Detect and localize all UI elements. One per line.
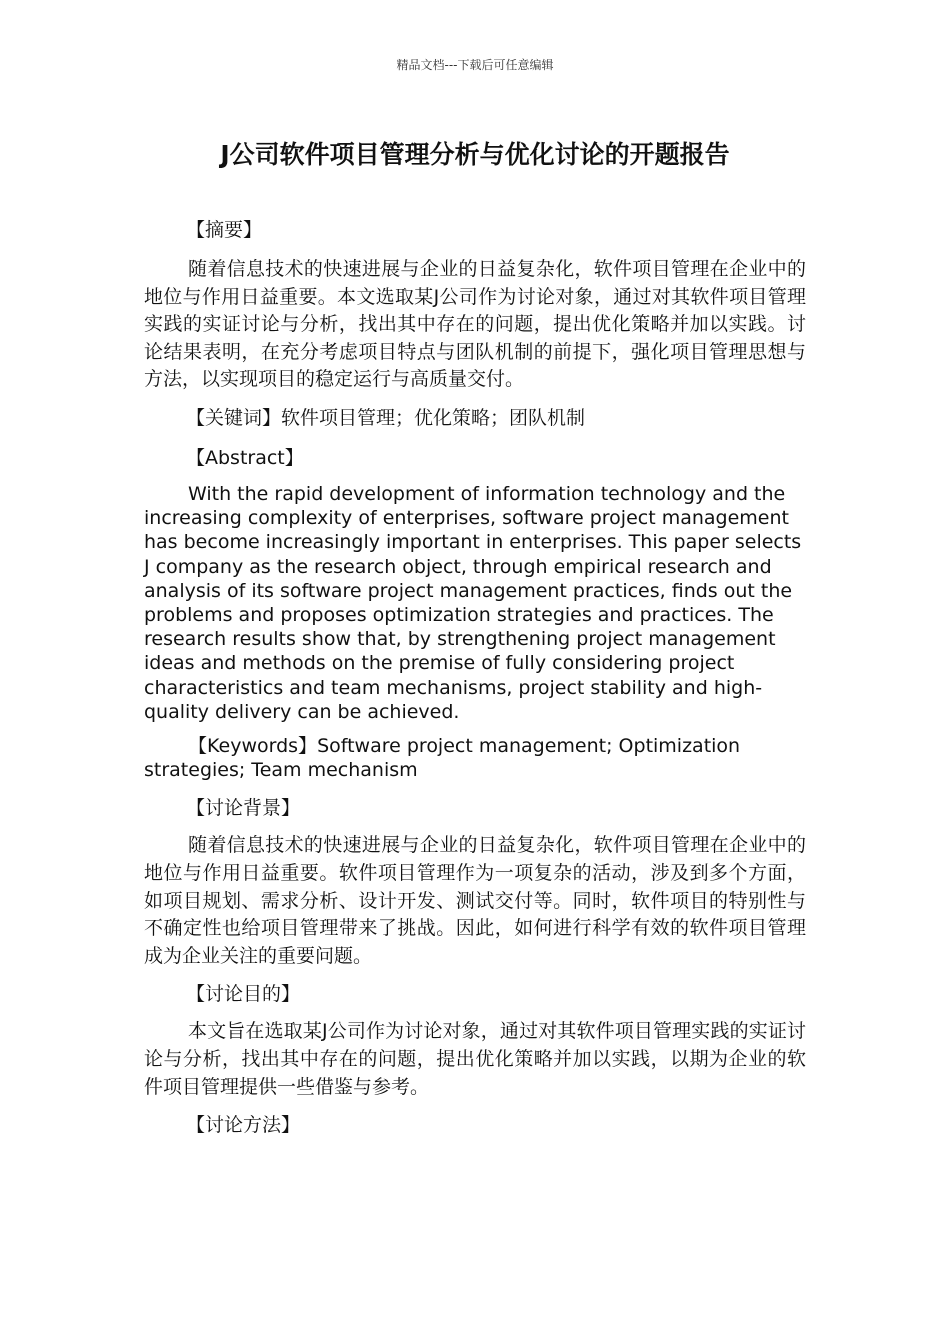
background-heading: 【讨论背景】 xyxy=(186,797,301,820)
purpose-text: 本文旨在选取某J公司作为讨论对象，通过对其软件项目管理实践的实证讨论与分析，找出其中存在的问题，提出优化策略并加以实践，以期为企业的软件项目管理提供一些借鉴与参考。 xyxy=(144,1020,806,1098)
method-heading: 【讨论方法】 xyxy=(186,1114,301,1137)
abstract-zh-heading: 【摘要】 xyxy=(186,219,263,241)
keywords-en-text: Software project management; Optimization strategies; Team mechanism xyxy=(144,735,741,782)
document-title: J公司软件项目管理分析与优化讨论的开题报告 xyxy=(220,140,730,169)
abstract-en-text: With the rapid development of information technology and the increasing complexity of enterprises, software project management has become increasingly important in enterprises. This paper selects J company as the research object, through empirical research and analysis of its software project management practices, finds out the problems and proposes optimization strategies and practices. The research results show that, by strengthening project management ideas and methods on the premise of fully considering project characteristics and team mechanisms, project stability and high-quality delivery can be achieved. xyxy=(144,482,802,723)
page-header-note: 精品文档---下载后可任意编辑 xyxy=(396,58,554,72)
abstract-en-heading: 【Abstract】 xyxy=(186,446,304,469)
keywords-zh-label: 【关键词】 xyxy=(186,406,282,429)
background-text: 随着信息技术的快速进展与企业的日益复杂化，软件项目管理在企业中的地位与作用日益重要。软件项目管理作为一项复杂的活动，涉及到多个方面，如项目规划、需求分析、设计开发、测试交付等。同时，软件项目的特别性与不确定性也给项目管理带来了挑战。因此，如何进行科学有效的软件项目管理成为企业关注的重要问题。 xyxy=(144,834,806,967)
keywords-zh xyxy=(144,402,806,434)
keywords-zh-text: 软件项目管理；优化策略；团队机制 xyxy=(281,406,586,429)
abstract-zh-text: 随着信息技术的快速进展与企业的日益复杂化，软件项目管理在企业中的地位与作用日益重要。本文选取某J公司作为讨论对象，通过对其软件项目管理实践的实证讨论与分析，找出其中存在的问题，提出优化策略并加以实践。讨论结果表明，在充分考虑项目特点与团队机制的前提下，强化项目管理思想与方法，以实现项目的稳定运行与高质量交付。 xyxy=(144,258,806,391)
purpose-heading: 【讨论目的】 xyxy=(186,983,301,1006)
document-body xyxy=(144,214,806,1141)
keywords-en-label: 【Keywords】 xyxy=(188,735,318,757)
keywords-en xyxy=(144,734,806,782)
